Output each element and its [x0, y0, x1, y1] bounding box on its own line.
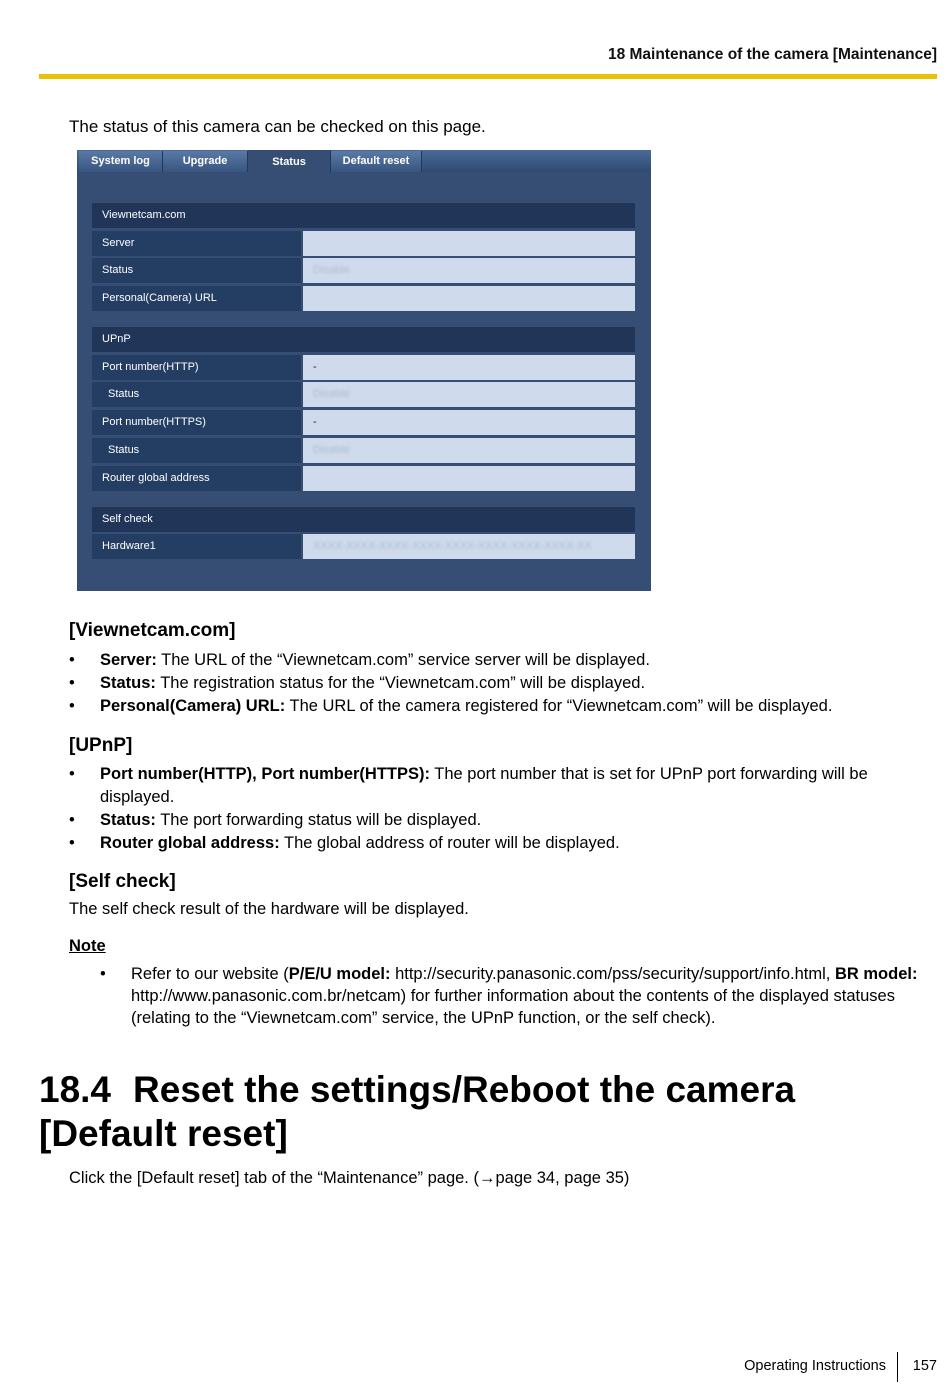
selfcheck-text: The self check result of the hardware will be displayed. [69, 900, 469, 918]
server-label: Server [92, 231, 301, 256]
intro-text: The status of this camera can be checked on this page. [69, 117, 486, 136]
page-header-title: 18 Maintenance of the camera [Maintenance] [607, 46, 937, 63]
note-item: • Refer to our website (P/E/U model: http://security.panasonic.com/pss/security/support/info.html, BR model: http://www.panasonic.com.br/netcam) for further information about the contents of the displayed statuses (relating to the “Viewnetcam.com” service, the UPnP function, or the self check). [100, 965, 918, 1027]
port-http-value: - [303, 355, 635, 380]
tab-system-log[interactable]: System log [79, 151, 163, 172]
viewnetcam-heading: Viewnetcam.com [92, 203, 635, 228]
tab-bar [77, 150, 651, 172]
viewnetcam-list [69, 649, 939, 718]
http-status-label: Status [92, 382, 301, 407]
row-server [92, 231, 635, 256]
hardware1-value: XXXX-XXXX-XXXX-XXXX-XXXX-XXXX-XXXX-XXXX-XX [303, 534, 635, 559]
row-status [92, 258, 635, 283]
server-value [303, 231, 635, 256]
footer-separator [897, 1352, 898, 1382]
section-18-4-text: Click the [Default reset] tab of the “Maintenance” page. (→page 34, page 35) [69, 1169, 630, 1187]
https-status-value: Disable [303, 438, 635, 463]
row-port-https [92, 410, 635, 435]
list-item: • Port number(HTTP), Port number(HTTPS): The port number that is set for UPnP port forwarding will be displayed. [69, 765, 868, 806]
hardware1-label: Hardware1 [92, 534, 301, 559]
header-rule [39, 74, 937, 79]
viewnetcam-section-title: [Viewnetcam.com] [69, 620, 236, 641]
row-router-address [92, 466, 635, 491]
list-item: • Server: The URL of the “Viewnetcam.com” service server will be displayed. [69, 651, 650, 669]
row-https-status [92, 438, 635, 463]
list-item: • Status: The registration status for the “Viewnetcam.com” will be displayed. [69, 674, 646, 692]
router-address-value [303, 466, 635, 491]
router-address-label: Router global address [92, 466, 301, 491]
section-18-4-heading [39, 1068, 939, 1156]
port-https-value: - [303, 410, 635, 435]
row-port-http [92, 355, 635, 380]
section-title: Reset the settings/Reboot the camera [Default reset] [39, 1069, 796, 1154]
http-status-value: Disable [303, 382, 635, 407]
personal-url-value [303, 286, 635, 311]
upnp-list [69, 763, 939, 855]
upnp-section-title: [UPnP] [69, 735, 133, 756]
section-number: 18.4 [39, 1069, 112, 1110]
status-label: Status [92, 258, 301, 283]
tab-upgrade[interactable]: Upgrade [163, 151, 248, 172]
port-https-label: Port number(HTTPS) [92, 410, 301, 435]
note-label: Note [69, 937, 106, 955]
tab-status[interactable]: Status [248, 150, 331, 173]
personal-url-label: Personal(Camera) URL [92, 286, 301, 311]
status-screenshot [77, 150, 651, 591]
tab-default-reset[interactable]: Default reset [331, 151, 422, 172]
status-value: Disable [303, 258, 635, 283]
row-personal-url [92, 286, 635, 311]
upnp-heading: UPnP [92, 327, 635, 352]
list-item: • Router global address: The global address of router will be displayed. [69, 834, 620, 852]
footer-label: Operating Instructions [744, 1358, 886, 1374]
row-http-status [92, 382, 635, 407]
selfcheck-heading: Self check [92, 507, 635, 532]
https-status-label: Status [92, 438, 301, 463]
list-item: • Personal(Camera) URL: The URL of the camera registered for “Viewnetcam.com” will be displayed. [69, 697, 833, 715]
port-http-label: Port number(HTTP) [92, 355, 301, 380]
page-number: 157 [912, 1358, 937, 1374]
selfcheck-section-title: [Self check] [69, 871, 176, 892]
list-item: • Status: The port forwarding status will be displayed. [69, 811, 482, 829]
row-hardware1 [92, 534, 635, 559]
